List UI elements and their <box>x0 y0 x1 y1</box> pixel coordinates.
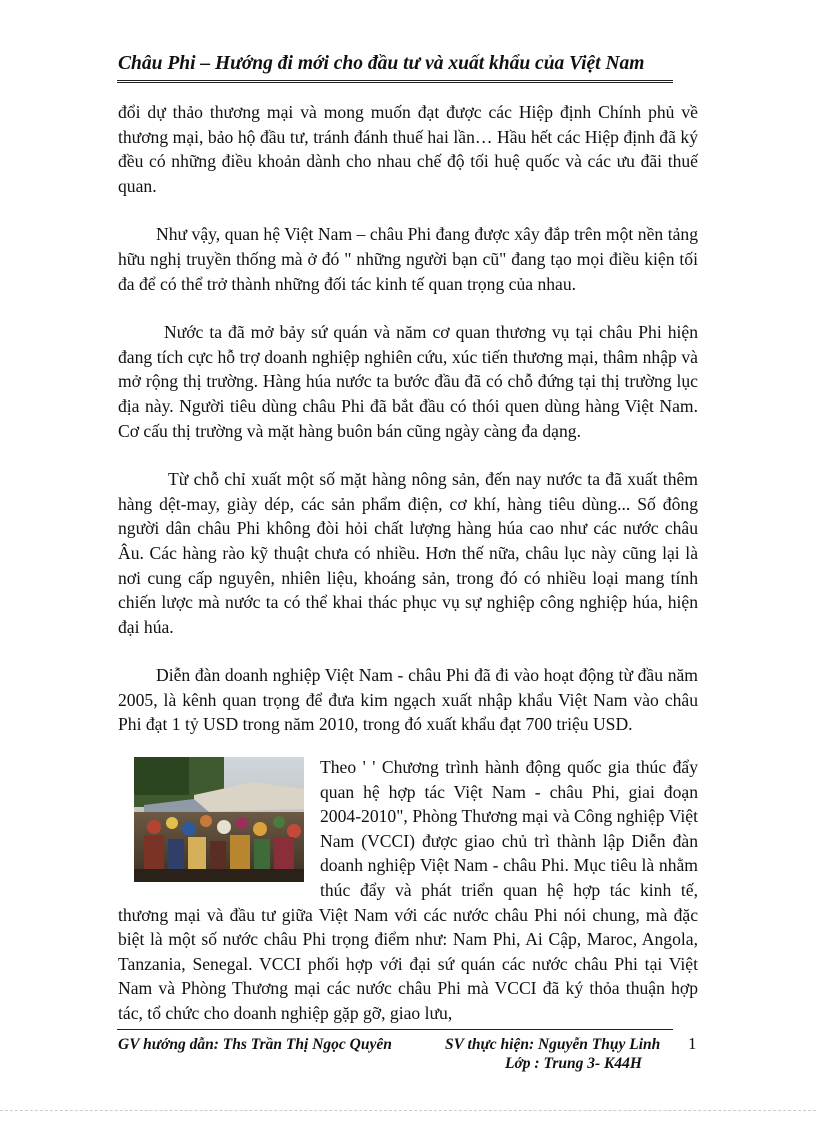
document-body <box>118 100 698 1026</box>
footer-student: SV thực hiện: Nguyễn Thụy Linh <box>445 1036 661 1053</box>
paragraph-6-with-figure <box>118 755 698 1026</box>
header-divider <box>117 80 673 83</box>
paragraph-1: đổi dự thảo thương mại và mong muốn đạt được các Hiệp định Chính phủ về thương mại, bảo hộ đầu tư, tránh đánh thuế hai lần… Hầu hết các Hiệp định đã ký đều có những điều khoản dành cho nhau chế độ tối huệ quốc và các ưu đãi thuế quan. <box>118 102 698 196</box>
footer-advisor: GV hướng dẫn: Ths Trần Thị Ngọc Quyên <box>118 1036 392 1053</box>
footer-class: Lớp : Trung 3- K44H <box>505 1055 642 1072</box>
paragraph-3: Nước ta đã mở bảy sứ quán và năm cơ quan thương vụ tại châu Phi hiện đang tích cực hỗ trợ doanh nghiệp nghiên cứu, xúc tiến thương mại, thâm nhập và mở rộng thị trường. Hàng húa nước ta bước đầu đã có chỗ đứng tại thị trường lục địa này. Người tiêu dùng châu Phi đã bắt đầu có thói quen dùng hàng Việt Nam. Cơ cấu thị trường và mặt hàng buôn bán cũng ngày càng đa dạng. <box>118 322 698 441</box>
paragraph-2: Như vậy, quan hệ Việt Nam – châu Phi đang được xây đắp trên một nền tảng hữu nghị truyền thống mà ở đó " những người bạn cũ" đang tạo mọi điều kiện tối đa để có thể trở thành những đối tác kinh tế quan trọng của nhau. <box>118 224 698 294</box>
paragraph-5: Diễn đàn doanh nghiệp Việt Nam - châu Phi đã đi vào hoạt động từ đầu năm 2005, là kênh quan trọng để đưa kim ngạch xuất nhập khẩu Việt Nam vào châu Phi đạt 1 tỷ USD trong năm 2010, trong đó xuất khẩu đạt 700 triệu USD. <box>118 665 698 735</box>
page-number: 1 <box>688 1034 697 1053</box>
paragraph-4: Từ chỗ chỉ xuất một số mặt hàng nông sản, đến nay nước ta đã xuất thêm hàng dệt-may, giày dép, các sản phẩm điện, cơ khí, hàng tiêu dùng... Số đông người dân châu Phi không đòi hỏi chất lượng hàng húa cao như các nước châu Âu. Các hàng rào kỹ thuật chưa có nhiều. Hơn thế nữa, châu lục này cũng lại là nơi cung cấp nguyên, nhiên liệu, khoáng sản, trong đó có nhiều loại mang tính chiến lược mà nước ta có thể khai thác phục vụ sự nghiệp công nghiệp húa, hiện đại húa. <box>118 469 698 637</box>
market-photo <box>134 757 304 882</box>
footer-divider <box>117 1029 673 1030</box>
page-header-title: Châu Phi – Hướng đi mới cho đầu tư và xuất khẩu của Việt Nam <box>118 53 645 74</box>
paragraph-6-text: Theo ' ' Chương trình hành động quốc gia thúc đẩy quan hệ hợp tác Việt Nam - châu Phi, giai đoạn 2004-2010", Phòng Thương mại và Công nghiệp Việt Nam (VCCI) được giao chủ trì thành lập Diễn đàn doanh nghiệp Việt Nam - châu Phi. Mục tiêu là nhằm thúc đẩy và phát triển quan hệ hợp tác kinh tế, thương mại và đầu tư giữa Việt Nam với các nước châu Phi nói chung, mà đặc biệt là một số nước châu Phi trọng điểm như: Nam Phi, Ai Cập, Maroc, Angola, Tanzania, Senegal. VCCI phối hợp với đại sứ quán các nước châu Phi tại Việt Nam và Phòng Thương mại các nước châu Phi mà VCCI đã ký thỏa thuận hợp tác, tổ chức cho doanh nghiệp gặp gỡ, giao lưu, <box>118 757 698 1023</box>
page-edge <box>0 1110 816 1111</box>
